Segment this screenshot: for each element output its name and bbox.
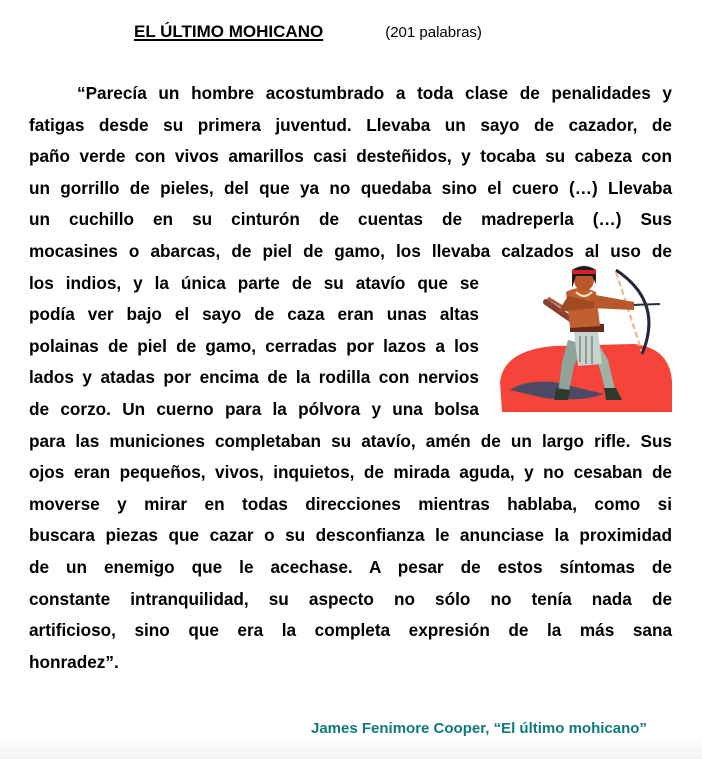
word-count: (201 palabras) xyxy=(385,24,482,41)
passage-line: mocasines o abarcas, de piel de gamo, los llevaba calzados al uso de xyxy=(29,240,672,261)
passage-line: paño verde con vivos amarillos casi desteñidos, y tocaba su cabeza con xyxy=(29,146,672,167)
passage-line: “Parecía un hombre acostumbrado a toda clase de penalidades y xyxy=(77,83,672,103)
passage-line: los indios, y la única parte de su atavío que se xyxy=(29,272,479,293)
attribution: James Fenimore Cooper, “El último mohicano” xyxy=(311,720,647,737)
document-title: EL ÚLTIMO MOHICANO xyxy=(134,22,324,41)
passage-line: artificioso, sino que era la completa expresión de la más sana xyxy=(29,620,672,641)
passage-line: ojos eran pequeños, vivos, inquietos, de mirada aguda, y no cesaban de xyxy=(29,462,672,483)
passage-line: fatigas desde su primera juventud. Llevaba un sayo de cazador, de xyxy=(29,114,672,135)
archer-illustration xyxy=(494,262,676,417)
archer-with-bow-icon xyxy=(494,262,676,417)
passage-line: de corzo. Un cuerno para la pólvora y una bolsa xyxy=(29,398,479,419)
passage-line: podía ver bajo el sayo de caza eran unas altas xyxy=(29,304,479,325)
passage-line: de un enemigo que le acechase. A pesar de estos síntomas de xyxy=(29,556,672,577)
passage-line: constante intranquilidad, su aspecto no sólo no tenía nada de xyxy=(29,588,672,609)
passage-line: moverse y mirar en todas direcciones mientras hablaba, como si xyxy=(29,493,672,514)
passage-line: buscara piezas que cazar o su desconfianza le anunciase la proximidad xyxy=(29,525,672,546)
passage-line: polainas de piel de gamo, cerradas por lazos a los xyxy=(29,335,479,356)
passage-line: un gorrillo de pieles, del que ya no quedaba sino el cuero (…) Llevaba xyxy=(29,177,672,198)
header xyxy=(134,22,482,44)
passage-line: lados y atadas por encima de la rodilla con nervios xyxy=(29,367,479,388)
passage-line: honradez”. xyxy=(29,651,119,672)
passage-line: para las municiones completaban su atavío, amén de un largo rifle. Sus xyxy=(29,430,672,451)
passage-line: un cuchillo en su cinturón de cuentas de madreperla (…) Sus xyxy=(29,209,672,230)
